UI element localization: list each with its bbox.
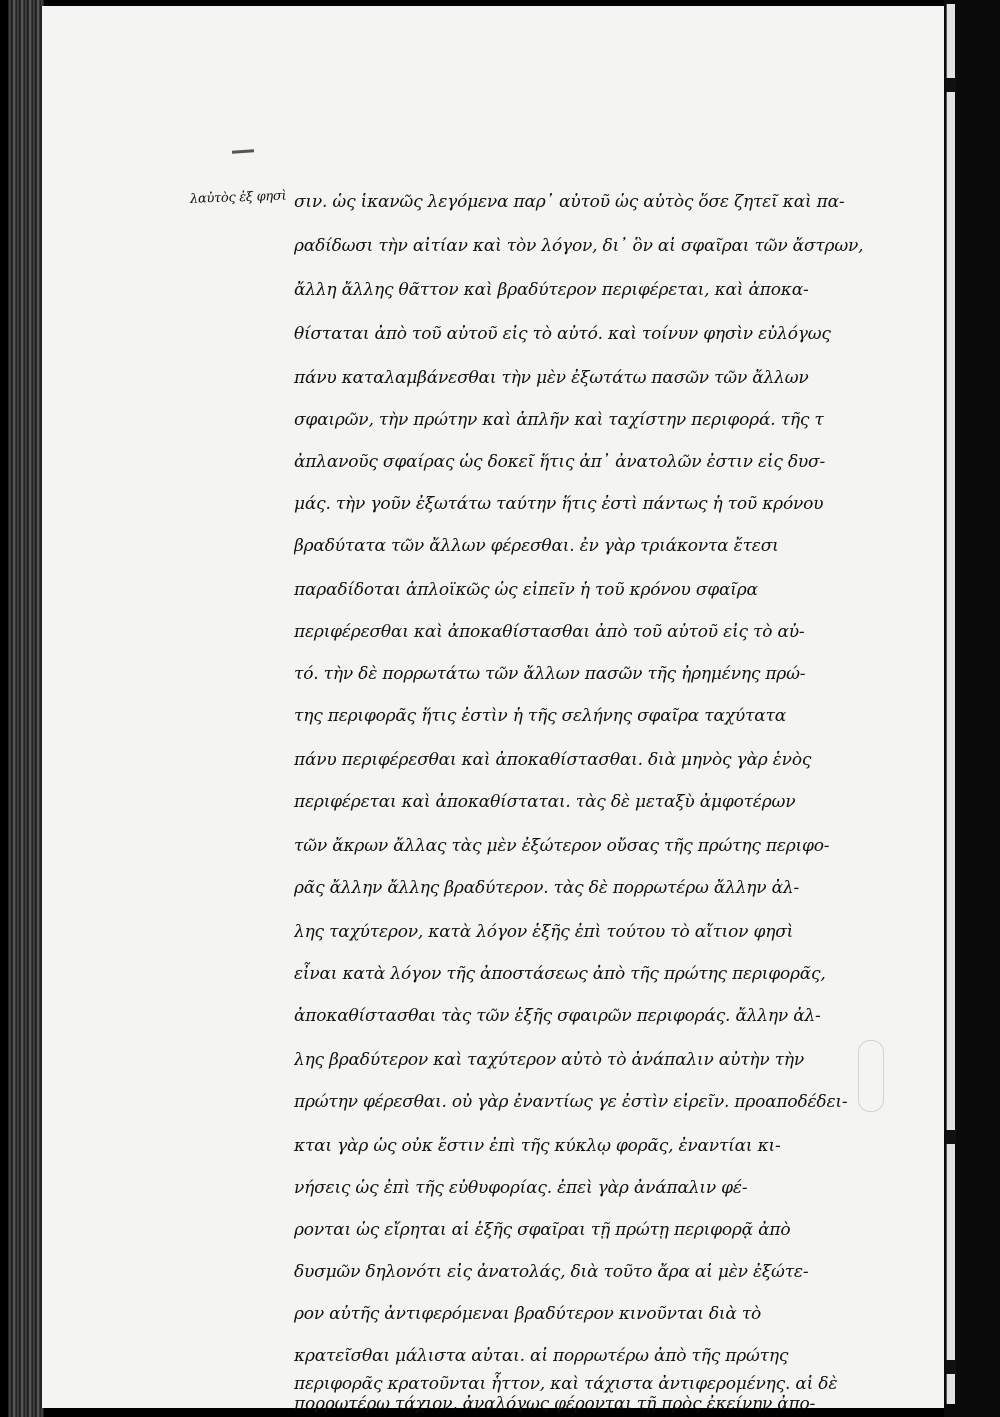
text-line: λης βραδύτερον καὶ ταχύτερον αὐτὸ τὸ ἀνάπαλιν αὐτὴν τὴν [294,1050,805,1070]
text-line: περιφέρεται καὶ ἀποκαθίσταται. τὰς δὲ μεταξὺ ἀμφοτέρων [294,792,796,812]
text-line: λης ταχύτερον, κατὰ λόγον ἑξῆς ἐπὶ τούτου τὸ αἴτιον φησὶ [294,922,794,942]
text-line: τῶν ἄκρων ἄλλας τὰς μὲν ἐξώτερον οὔσας τῆς πρώτης περιφο- [294,836,830,856]
text-line: τό. τὴν δὲ πορρωτάτω τῶν ἄλλων πασῶν τῆς ἠρημένης πρώ- [294,664,806,684]
text-line: πάνυ καταλαμβάνεσθαι τὴν μὲν ἐξωτάτω πασῶν τῶν ἄλλων [294,368,809,388]
text-line: πορρωτέρω τάχιον, ἀναλόγως φέρονται τῇ πρὸς ἐκείνην ἀπο- [294,1394,816,1414]
text-line: ραδίδωσι τὴν αἰτίαν καὶ τὸν λόγον, δι᾿ ὃν αἱ σφαῖραι τῶν ἄστρων, [294,236,864,256]
text-line: εἶναι κατὰ λόγον τῆς ἀποστάσεως ἀπὸ τῆς πρώτης περιφορᾶς, [294,964,826,984]
page-tab-mark [946,1360,956,1374]
text-line: σιν. ὡς ἱκανῶς λεγόμενα παρ᾿ αὐτοῦ ὡς αὐτὸς ὅσε ζητεῖ καὶ πα- [294,192,845,212]
binding-edge [8,0,44,1417]
page-tab-mark [946,78,956,92]
text-line: ρᾶς ἄλλην ἄλλης βραδύτερον. τὰς δὲ πορρωτέρω ἄλλην ἀλ- [294,878,800,898]
text-line: κται γὰρ ὡς οὐκ ἔστιν ἐπὶ τῆς κύκλῳ φορᾶς, ἐναντίαι κι- [294,1136,781,1156]
text-line: ρον αὐτῆς ἀντιφερόμεναι βραδύτερον κινοῦνται διὰ τὸ [294,1304,762,1324]
text-line: μάς. τὴν γοῦν ἐξωτάτω ταύτην ἥτις ἐστὶ πάντως ἡ τοῦ κρόνου [294,494,824,514]
next-page-sliver [946,4,955,1404]
text-line: ἀποκαθίστασθαι τὰς τῶν ἑξῆς σφαιρῶν περιφοράς. ἄλλην ἀλ- [294,1006,821,1026]
text-line: πρώτην φέρεσθαι. οὐ γὰρ ἐναντίως γε ἐστὶν εἰρεῖν. προαποδέδει- [294,1092,848,1112]
text-line: περιφέρεσθαι καὶ ἀποκαθίστασθαι ἀπὸ τοῦ αὐτοῦ εἰς τὸ αὐ- [294,622,805,642]
text-line: παραδίδοται ἁπλοϊκῶς ὡς εἰπεῖν ἡ τοῦ κρόνου σφαῖρα [294,580,758,600]
text-line: ἀπλανοῦς σφαίρας ὡς δοκεῖ ἥτις ἀπ᾿ ἀνατολῶν ἐστιν εἰς δυσ- [294,452,825,472]
text-line: ρονται ὡς εἴρηται αἱ ἑξῆς σφαῖραι τῇ πρώτῃ περιφορᾷ ἀπὸ [294,1220,791,1240]
text-line: δυσμῶν δηλονότι εἰς ἀνατολάς, διὰ τοῦτο ἄρα αἱ μὲν ἐξώτε- [294,1262,809,1282]
text-line: της περιφορᾶς ἥτις ἐστὶν ἡ τῆς σελήνης σφαῖρα ταχύτατα [294,706,786,726]
page-tab-mark [946,1130,956,1144]
text-line: σφαιρῶν, τὴν πρώτην καὶ ἁπλῆν καὶ ταχίστην περιφορά. τῆς τ [294,410,824,430]
text-line: πάνυ περιφέρεσθαι καὶ ἀποκαθίστασθαι. διὰ μηνὸς γὰρ ἑνὸς [294,750,812,770]
text-line: νήσεις ὡς ἐπὶ τῆς εὐθυφορίας. ἐπεὶ γὰρ ἀνάπαλιν φέ- [294,1178,748,1198]
text-line: θίσταται ἀπὸ τοῦ αὐτοῦ εἰς τὸ αὐτό. καὶ τοίνυν φησὶν εὐλόγως [294,324,831,344]
text-line: ἄλλη ἄλλης θᾶττον καὶ βραδύτερον περιφέρεται, καὶ ἀποκα- [294,280,809,300]
marginal-note: λαὐτὸς ἐξ φησὶ [189,188,287,207]
text-line: κρατεῖσθαι μάλιστα αὐται. αἱ πορρωτέρω ἀπὸ τῆς πρώτης [294,1346,789,1366]
text-line: βραδύτατα τῶν ἄλλων φέρεσθαι. ἐν γὰρ τριάκοντα ἔτεσι [294,536,779,556]
text-line: περιφορᾶς κρατοῦνται ἧττον, καὶ τάχιστα ἀντιφερομένης. αἱ δὲ [294,1374,838,1394]
